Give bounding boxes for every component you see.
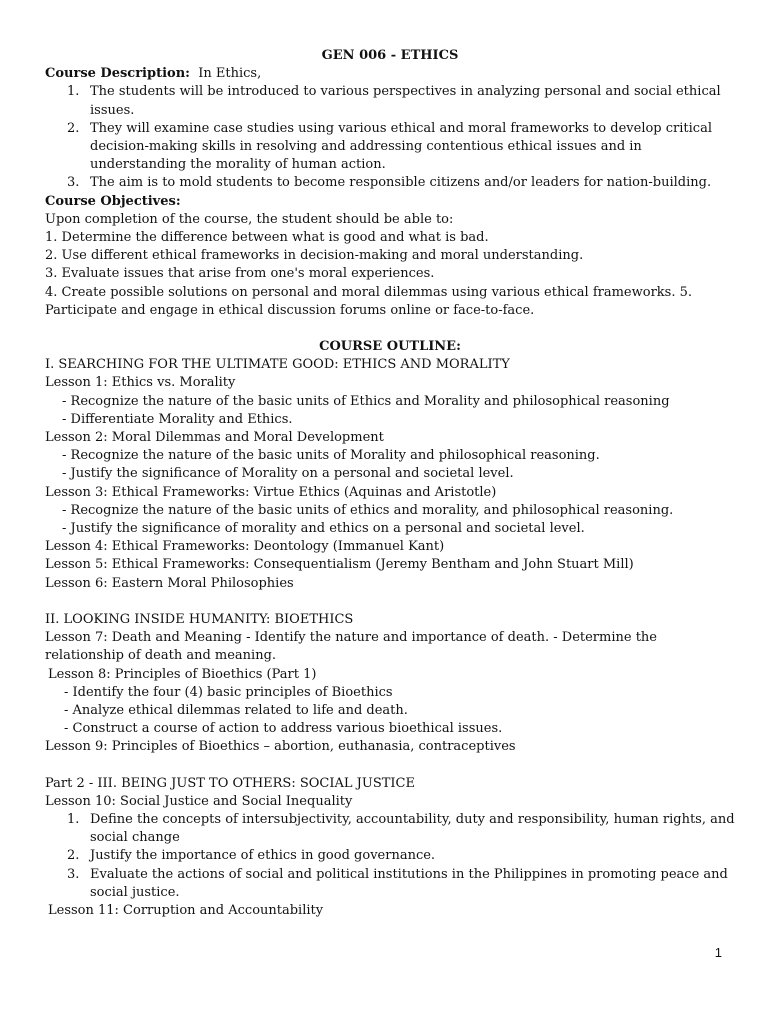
list-text: Evaluate the actions of social and political institutions in the Philippines in promoting peace and social justice. [90, 866, 728, 900]
lesson-objective: - Recognize the nature of the basic units of Ethics and Morality and philosophical reasoning [62, 393, 670, 409]
lesson-title: Lesson 2: Moral Dilemmas and Moral Development [45, 430, 384, 446]
lesson-title: Lesson 5: Ethical Frameworks: Consequentialism (Jeremy Bentham and John Stuart Mill) [45, 557, 634, 573]
lesson-title: Lesson 11: Corruption and Accountability [48, 902, 324, 918]
lesson-title: Lesson 8: Principles of Bioethics (Part 1) [48, 666, 317, 682]
course-description-line [45, 65, 735, 83]
lesson-objective: - Justify the significance of morality and ethics on a personal and societal level. [62, 521, 585, 537]
lesson-objective: - Recognize the nature of the basic units of Morality and philosophical reasoning. [62, 448, 600, 464]
lesson-title: Lesson 1: Ethics vs. Morality [45, 375, 236, 391]
list-number: 1. [67, 84, 80, 100]
page-number: 1 [714, 945, 722, 960]
lesson-title: Lesson 7: Death and Meaning - Identify the nature and importance of death. - Determine the relationship of death and meaning. [45, 630, 657, 664]
list-text: The students will be introduced to various perspectives in analyzing personal and social ethical issues. [90, 84, 721, 118]
lesson-objective: - Justify the significance of Morality on a personal and societal level. [62, 466, 514, 482]
list-item [45, 120, 735, 175]
list-text: Justify the importance of ethics in good governance. [90, 848, 436, 864]
lesson-objective: - Construct a course of action to address various bioethical issues. [64, 721, 503, 737]
lesson-objective: - Differentiate Morality and Ethics. [62, 411, 293, 427]
list-number: 1. [67, 811, 80, 827]
lesson-title: Lesson 9: Principles of Bioethics – abortion, euthanasia, contraceptives [45, 739, 516, 755]
course-objectives-intro: Upon completion of the course, the student should be able to: [45, 211, 454, 227]
lesson-objective: - Recognize the nature of the basic units of ethics and morality, and philosophical reasoning. [62, 502, 674, 518]
list-text: Define the concepts of intersubjectivity, accountability, duty and responsibility, human rights, and social change [90, 811, 735, 846]
section-heading: Part 2 - III. BEING JUST TO OTHERS: SOCIAL JUSTICE [45, 775, 415, 791]
list-number: 3. [67, 175, 80, 191]
lesson-objective: - Identify the four (4) basic principles of Bioethics [64, 684, 393, 700]
objective-line: 2. Use different ethical frameworks in decision-making and moral understanding. [45, 248, 584, 264]
objective-line: 4. Create possible solutions on personal and moral dilemmas using various ethical frameworks. 5. Participate and engage in ethical discussion forums online or face-to-face. [45, 284, 693, 318]
course-description-list [45, 83, 735, 192]
course-description-label: Course Description: [45, 66, 190, 82]
list-text: They will examine case studies using various ethical and moral frameworks to develop critical decision-making skills in resolving and addressing contentious ethical issues and in understanding the morality of human action. [90, 120, 712, 173]
section-heading: I. SEARCHING FOR THE ULTIMATE GOOD: ETHICS AND MORALITY [45, 357, 510, 373]
list-number: 2. [67, 848, 80, 864]
list-text: The aim is to mold students to become responsible citizens and/or leaders for nation-building. [90, 175, 712, 191]
document-content [45, 47, 735, 920]
list-item [45, 174, 735, 192]
lesson-10-objectives [45, 811, 735, 902]
lesson-title: Lesson 10: Social Justice and Social Inequality [45, 793, 353, 809]
course-objectives-label: Course Objectives: [45, 193, 181, 209]
lesson-title: Lesson 6: Eastern Moral Philosophies [45, 575, 294, 591]
list-item [45, 866, 735, 902]
objective-line: 3. Evaluate issues that arise from one's moral experiences. [45, 266, 435, 282]
list-number: 3. [67, 866, 80, 882]
list-item [45, 811, 735, 847]
section-heading: II. LOOKING INSIDE HUMANITY: BIOETHICS [45, 611, 354, 627]
course-title: GEN 006 - ETHICS [321, 48, 459, 63]
objective-line: 1. Determine the difference between what is good and what is bad. [45, 230, 489, 246]
lesson-title: Lesson 3: Ethical Frameworks: Virtue Ethics (Aquinas and Aristotle) [45, 484, 497, 500]
lesson-objective: - Analyze ethical dilemmas related to life and death. [64, 702, 408, 718]
course-outline-heading: COURSE OUTLINE: [319, 339, 461, 355]
lesson-title: Lesson 4: Ethical Frameworks: Deontology (Immanuel Kant) [45, 539, 445, 555]
list-item [45, 847, 735, 865]
list-number: 2. [67, 120, 80, 136]
list-item [45, 83, 735, 119]
course-description-intro: In Ethics, [198, 66, 262, 82]
